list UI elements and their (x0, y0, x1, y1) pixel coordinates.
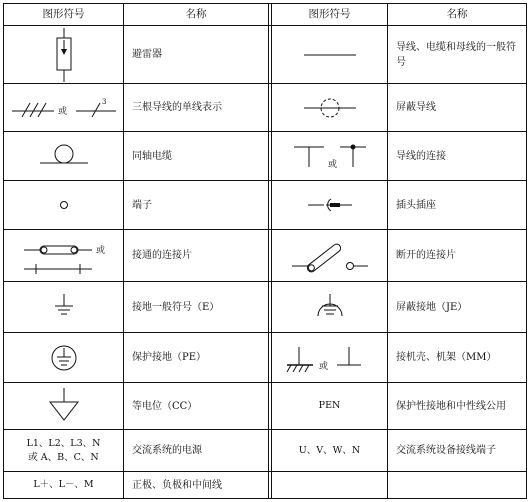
or-label: 或 (327, 160, 337, 170)
symbol-text: U、V、W、N (298, 444, 361, 456)
row-name: 插头插座 (396, 199, 436, 211)
row-name: 断开的连接片 (396, 250, 456, 261)
plug-socket-icon (272, 181, 387, 229)
chassis-ground-icon (272, 333, 387, 382)
row-name (388, 472, 526, 498)
or-label: 或 (57, 106, 67, 117)
terminal-icon (4, 181, 123, 229)
shielded-ground-icon (272, 282, 387, 332)
symbol-text: L＋、L－、M (33, 479, 94, 490)
row-name: 保护性接地和中性线公用 (396, 400, 506, 412)
header-left-symbol: 图形符号 (42, 8, 85, 20)
header-left-name: 名称 (185, 8, 207, 20)
conductor-junction-icon (272, 132, 387, 180)
row-name: 交流系统的电源 (132, 445, 202, 456)
ground-icon (4, 282, 123, 332)
row-name: 同轴电缆 (132, 150, 172, 162)
row-name: 导线的连接 (396, 150, 446, 162)
closed-link-icon (4, 230, 123, 281)
coaxial-cable-icon (4, 132, 123, 180)
symbol-text: L1、L2、L3、N 或 A、B、C、N (26, 437, 101, 463)
open-link-icon (272, 230, 387, 281)
conductor-line-icon (272, 26, 387, 83)
row-name: 保护接地（PE） (132, 352, 207, 363)
row-name: 接通的连接片 (132, 250, 192, 261)
row-name: 三根导线的单线表示 (132, 102, 222, 113)
header-right-name: 名称 (446, 8, 468, 20)
row-name: 端子 (132, 199, 152, 211)
symbol-text: PEN (318, 400, 341, 411)
row-name: 交流系统设备接线端子 (396, 445, 496, 456)
row-name: 屏蔽导线 (396, 102, 436, 113)
grid-line (268, 4, 269, 498)
header-right-symbol: 图形符号 (308, 8, 351, 20)
row-name: 避雷器 (132, 49, 162, 60)
shielded-conductor-icon (272, 84, 387, 131)
row-name: 等电位（CC） (132, 400, 198, 412)
symbol-table (3, 3, 527, 499)
or-label: 或 (95, 245, 105, 256)
equipotential-icon (4, 383, 123, 429)
row-name: 正极、负极和中间线 (132, 479, 222, 491)
row-name: 接机壳、机架（MM） (396, 352, 497, 363)
surge-arrester-icon (4, 26, 123, 83)
protective-earth-icon (4, 333, 123, 382)
row-name: 导线、电缆和母线的一般符号 (396, 41, 516, 68)
row-name: 接地一般符号（E） (132, 301, 220, 313)
row-name: 屏蔽接地（JE） (396, 301, 468, 313)
symbol-text (272, 472, 387, 498)
wire-count-label: 3 (101, 97, 106, 106)
three-wire-single-line-icon (4, 84, 123, 131)
or-label: 或 (318, 361, 328, 372)
